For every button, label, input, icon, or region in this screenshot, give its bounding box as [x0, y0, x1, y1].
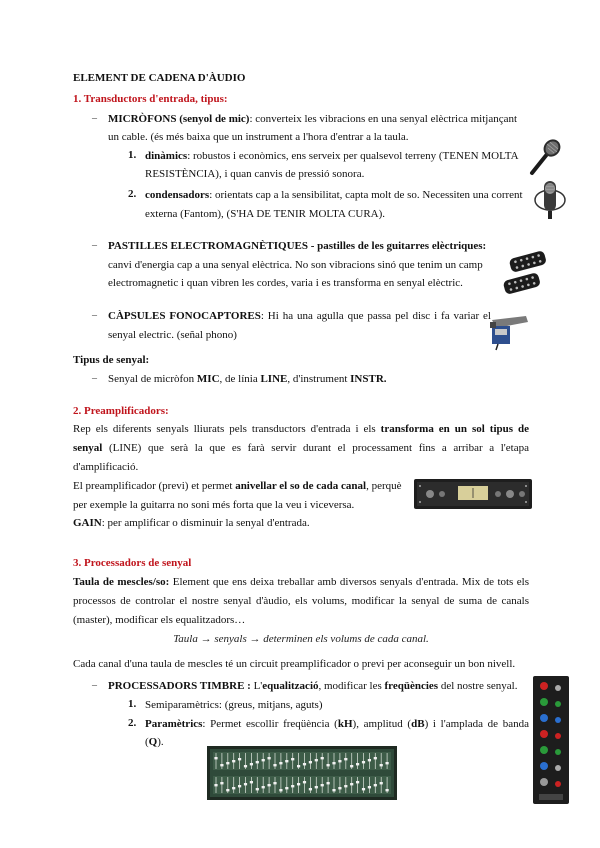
parametrics-text: ( — [145, 736, 149, 748]
canal-line: Cada canal d'una taula de mescles té un circuit preamplificador o previ per aconseguir un bon nivell. — [73, 658, 516, 670]
taula-term: Taula de mescles/so: — [73, 576, 170, 588]
processadors-line — [108, 679, 518, 693]
tipus-instr: INSTR. — [350, 373, 387, 385]
preamp-bold: transforma en un sol tipus de — [380, 423, 529, 435]
pastilles-line-2: electromagnetic i quan vibren les cordes, varia i es transforma en senyal elèctric. — [108, 277, 463, 289]
dinamics-text-1: : robustos i econòmics, ens serveix per qualsevol terreny (TENEN MOLTA — [187, 150, 519, 162]
preamp-para-1-line-2 — [73, 441, 529, 455]
dinamics-line-1 — [145, 149, 519, 163]
parametrics-db: dB — [411, 718, 425, 730]
list-number: 2. — [128, 717, 137, 729]
condensadors-line-2: externa (Fantom), (S'HA DE TENIR MOLTA CURA). — [145, 208, 386, 220]
taula-line-2: processos de controlar el nostre senyal d'àudio, els volums, modificar la senyal de suma de canals — [73, 595, 529, 607]
dinamics-line-2: RESISTÈNCIA), i quan canvis de pressió sonora. — [145, 168, 365, 180]
processadors-text: del nostre senyal. — [438, 680, 518, 692]
preamp-text: , perquè — [366, 480, 402, 492]
dinamics-term: dinàmics — [145, 150, 188, 162]
bullet-dash: – — [92, 310, 97, 321]
parametrics-term: Paramètrics — [145, 718, 203, 730]
bullet-dash: – — [92, 373, 97, 384]
gain-term: GAIN — [73, 517, 102, 529]
preamp-para-2-line-1 — [73, 479, 402, 493]
tipus-line: LINE — [260, 373, 288, 385]
capsules-term: CÀPSULES FONOCAPTORES — [108, 310, 261, 322]
list-number: 2. — [128, 188, 137, 200]
preamp-para-1-line-1 — [73, 422, 529, 436]
section-1-heading: 1. Transductors d'entrada, tipus: — [73, 93, 228, 105]
gain-text: : per amplificar o disminuir la senyal d'entrada. — [101, 517, 310, 529]
preamp-text: El preamplificador (previ) et permet — [73, 480, 236, 492]
parametrics-text: ). — [157, 736, 164, 748]
condensadors-term: condensadors — [145, 189, 210, 201]
section-3-heading: 3. Processadors de senyal — [73, 557, 192, 569]
processadors-freq: freqüències — [384, 680, 439, 692]
tipus-mic: MIC — [196, 373, 220, 385]
parametrics-line-1 — [145, 717, 529, 731]
condensadors-line-1 — [145, 188, 523, 202]
document-title: ELEMENT DE CADENA D'ÀUDIO — [73, 72, 246, 84]
mic-term: MICRÒFONS (senyol de mic) — [108, 113, 250, 125]
tipus-text: , de línia — [219, 373, 261, 385]
capsules-line-2: senyal electric. (señal phono) — [108, 329, 237, 341]
tipus-text: , d'instrument — [287, 373, 351, 385]
parametrics-text: ) i l'amplada de banda — [424, 718, 529, 730]
processadors-term: PROCESSADORS TIMBRE : — [108, 680, 251, 692]
section-2-heading: 2. Preamplificadors: — [73, 405, 169, 417]
pastilles-heading: PASTILLES ELECTROMAGNÈTIQUES - pastilles de les guitarres elèctriques: — [108, 240, 487, 252]
preamp-para-1-line-3: d'amplificació. — [73, 461, 139, 473]
guitar-pickups-image — [500, 248, 552, 300]
parametrics-text: ), amplitud ( — [352, 718, 412, 730]
bullet-dash: – — [92, 680, 97, 691]
graphic-equalizer-image — [207, 746, 397, 800]
semiparametrics-line: Semiparamètrics: (greus, mitjans, aguts) — [145, 699, 323, 711]
preamp-para-2-line-2: per exemple la guitarra no soni més forta que la veu i viceversa. — [73, 499, 355, 511]
processadors-text: , modificar les — [318, 680, 385, 692]
tipus-text: Senyal de micròfon — [108, 373, 197, 385]
list-number: 1. — [128, 698, 137, 710]
phono-cartridge-image — [486, 312, 530, 352]
taula-line-1 — [73, 575, 529, 589]
condenser-microphone-image — [533, 178, 567, 220]
mic-text-1: : converteix les vibracions en una senyal elèctrica mitjançant — [249, 113, 518, 125]
pastilles-line-1: canvi d'energia cap a una senyal elèctrica. No son vibracions sinó que tenim un camp — [108, 259, 483, 271]
parametrics-line-2 — [145, 735, 164, 749]
tipus-senyal-line — [108, 372, 387, 386]
preamp-bold: senyal — [73, 442, 103, 454]
mic-line-1 — [108, 112, 517, 126]
capsules-text-1: : Hi ha una agulla que passa pel disc i fa variar el — [260, 310, 491, 322]
capsules-line-1 — [108, 309, 491, 323]
preamp-text: (LINE) que serà la que es farà servir durant el processament fins a arribar a l'etapa — [102, 442, 529, 454]
list-number: 1. — [128, 149, 137, 161]
bullet-dash: – — [92, 240, 97, 251]
preamp-text: Rep els diferents senyals lliurats pels transductors d'entrada i els — [73, 423, 381, 435]
channel-strip-image — [533, 676, 569, 804]
preamplifier-image — [414, 477, 532, 511]
processadors-eq: equalització — [262, 680, 319, 692]
gain-line — [73, 516, 310, 530]
processadors-text: L' — [250, 680, 263, 692]
taula-text: Element que ens deixa treballar amb diversos senyals d'entrada. Mix de tots els — [169, 576, 529, 588]
parametrics-text: : Permet escollir freqüència ( — [202, 718, 338, 730]
parametrics-q: Q — [148, 736, 158, 748]
mic-line-2: un cable. (és més baixa que un instrument a l'hora d'entrar a la taula. — [108, 131, 409, 143]
taula-line-3: (master), modificar els equalitzadors… — [73, 614, 246, 626]
preamp-bold: anivellar el so de cada canal — [235, 480, 367, 492]
taula-formula: Taula → senyals → determinen els volums de cada canal. — [173, 633, 429, 645]
parametrics-kh: kH — [337, 718, 353, 730]
bullet-dash: – — [92, 113, 97, 124]
condensadors-text-1: : orientats cap a la sensibilitat, capta molt de so. Necessiten una corrent — [209, 189, 523, 201]
tipus-senyal-heading: Tipus de senyal: — [73, 354, 150, 366]
dynamic-microphone-image — [528, 136, 564, 176]
